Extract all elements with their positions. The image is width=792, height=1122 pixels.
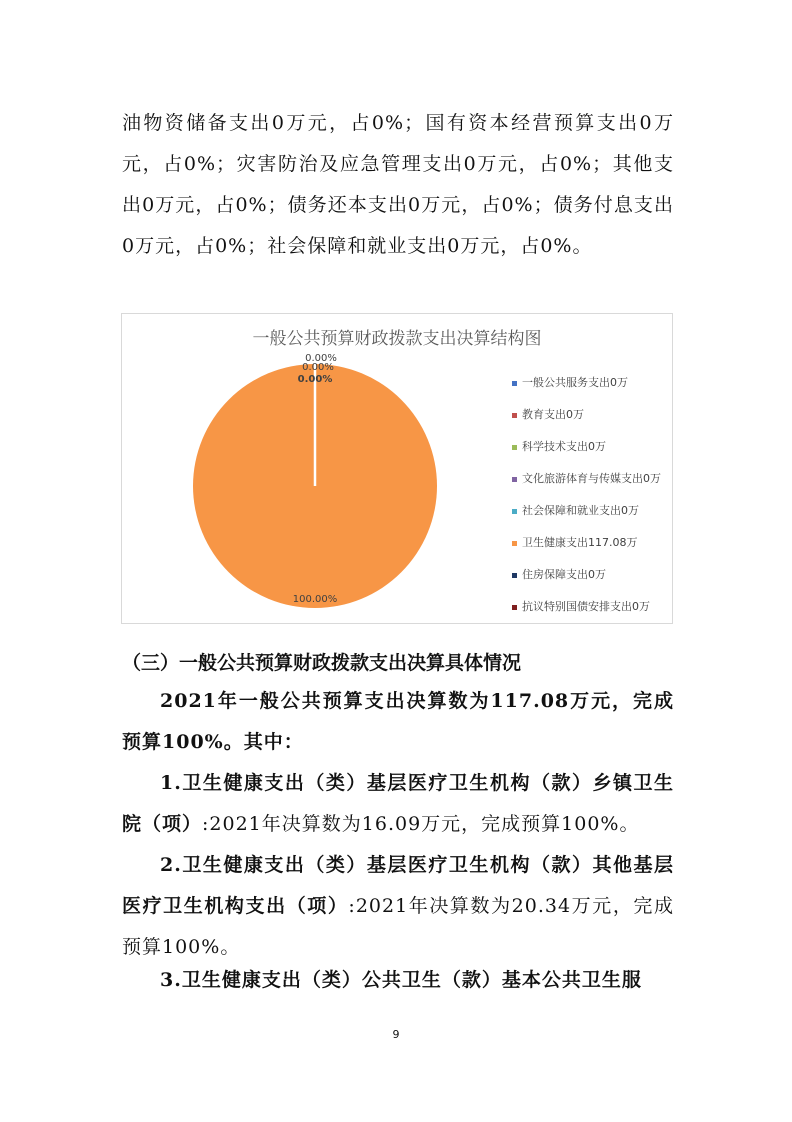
chart-legend (512, 376, 670, 632)
pie-chart (121, 313, 673, 624)
item-2-title: 2.卫生健康支出（类）基层医疗卫生机构（款）其他基层医疗卫生机构支出（项） (122, 854, 674, 917)
legend-swatch (512, 541, 517, 546)
pie-data-label-0: 0.00% (305, 353, 337, 364)
item-1-paragraph (122, 763, 674, 845)
legend-label: 社会保障和就业支出0万 (522, 504, 639, 517)
section-heading: （三）一般公共预算财政拨款支出决算具体情况 (122, 652, 522, 674)
legend-entry-4 (512, 504, 670, 536)
legend-swatch (512, 573, 517, 578)
legend-entry-2 (512, 440, 670, 472)
item-3-paragraph: 3.卫生健康支出（类）公共卫生（款）基本公共卫生服 (160, 969, 642, 991)
page-number: 9 (392, 1028, 400, 1041)
pie-data-label-1: 0.00% (302, 362, 334, 373)
legend-label: 科学技术支出0万 (522, 440, 606, 453)
legend-entry-0 (512, 376, 670, 408)
legend-swatch (512, 445, 517, 450)
legend-entry-3 (512, 472, 670, 504)
pie-data-label-2: 0.00% (297, 374, 333, 385)
item-1-detail: :2021年决算数为16.09万元，完成预算100%。 (202, 813, 640, 835)
legend-entry-7 (512, 600, 670, 632)
item-2-detail: :2021年决算数为20.34万元，完成预算100%。 (122, 895, 674, 958)
summary-paragraph: 2021年一般公共预算支出决算数为117.08万元，完成预算100%。其中： (122, 690, 674, 753)
chart-title: 一般公共预算财政拨款支出决算结构图 (252, 329, 542, 349)
legend-label: 教育支出0万 (522, 408, 584, 421)
legend-swatch (512, 413, 517, 418)
legend-swatch (512, 605, 517, 610)
legend-entry-5 (512, 536, 670, 568)
legend-swatch (512, 509, 517, 514)
legend-label: 卫生健康支出117.08万 (522, 536, 638, 549)
legend-entry-6 (512, 568, 670, 600)
legend-label: 住房保障支出0万 (522, 568, 606, 581)
legend-label: 抗议特别国债安排支出0万 (522, 600, 650, 613)
pie-data-label-3: 100.00% (292, 594, 338, 605)
item-2-paragraph (122, 845, 674, 968)
legend-swatch (512, 477, 517, 482)
legend-entry-1 (512, 408, 670, 440)
legend-swatch (512, 381, 517, 386)
legend-label: 文化旅游体育与传媒支出0万 (522, 472, 661, 485)
legend-label: 一般公共服务支出0万 (522, 376, 628, 389)
item-1-title: 1.卫生健康支出（类）基层医疗卫生机构（款）乡镇卫生院（项） (122, 772, 674, 835)
top-paragraph: 油物资储备支出0万元，占0%；国有资本经营预算支出0万元，占0%；灾害防治及应急管理支出0万元，占0%；其他支出0万元，占0%；债务还本支出0万元，占0%；债务付息支出0万元，占0%；社会保障和就业支出0万元，占0%。 (122, 112, 674, 257)
